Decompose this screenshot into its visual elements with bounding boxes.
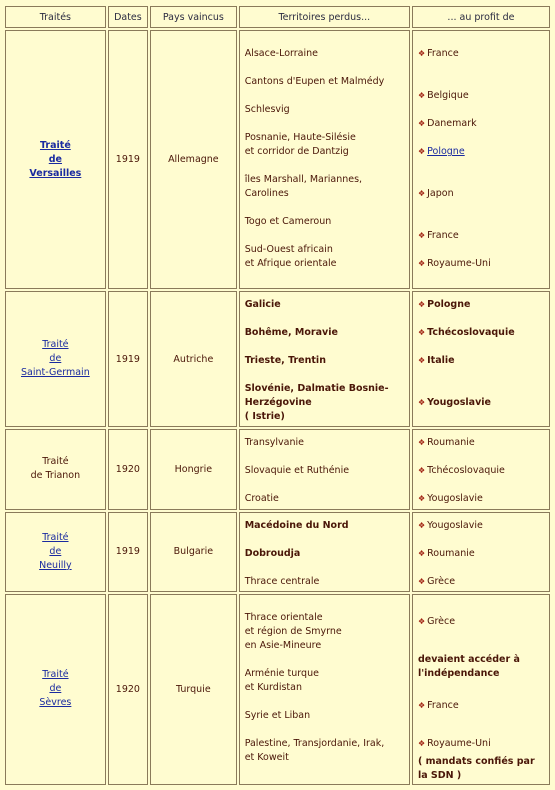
beneficiary-item: ❖ Tchécoslovaquie bbox=[417, 465, 505, 477]
beneficiary-item: ❖ Roumanie bbox=[417, 437, 475, 449]
treaty-cell bbox=[5, 594, 106, 785]
table-row bbox=[5, 30, 550, 289]
table-row bbox=[5, 512, 550, 592]
bullet-icon: ❖ bbox=[417, 49, 426, 58]
table-row bbox=[5, 429, 550, 509]
treaty-cell bbox=[5, 30, 106, 289]
beneficiary-item: ❖ Yougoslavie bbox=[417, 493, 483, 505]
treaty-cell bbox=[5, 429, 106, 509]
beneficiaries-cell bbox=[412, 594, 550, 785]
bullet-icon: ❖ bbox=[417, 147, 426, 156]
territory-item: îles Marshall, Mariannes, Carolines bbox=[244, 174, 363, 199]
beneficiary-item: ❖ Pologne bbox=[417, 299, 471, 311]
date-cell: 1920 bbox=[108, 429, 148, 509]
beneficiary-item: ❖ Yougoslavie bbox=[417, 397, 491, 409]
territories-cell bbox=[239, 30, 410, 289]
territory-item: Togo et Cameroun bbox=[244, 216, 332, 227]
date-cell: 1919 bbox=[108, 291, 148, 427]
treaty-name: Traité de Trianon bbox=[30, 456, 81, 482]
treaty-cell bbox=[5, 512, 106, 592]
beneficiary-item: ❖ France bbox=[417, 48, 459, 59]
territory-item: Croatie bbox=[244, 493, 279, 505]
territory-item: Thrace orientale et région de Smyrne en Asie-Mineure bbox=[244, 611, 342, 651]
date-cell: 1919 bbox=[108, 30, 148, 289]
beneficiaries-list bbox=[413, 292, 549, 425]
territories-cell bbox=[239, 429, 410, 509]
beneficiary-item: ❖ France bbox=[417, 699, 459, 711]
beneficiary-item: ❖ France bbox=[417, 230, 459, 241]
treaty-link[interactable]: Traité de Sèvres bbox=[39, 669, 72, 709]
territories-cell bbox=[239, 512, 410, 592]
beneficiaries-list bbox=[413, 595, 549, 783]
beneficiaries-list bbox=[413, 31, 549, 287]
bullet-icon: ❖ bbox=[417, 189, 426, 198]
territory-item: Dobroudja bbox=[244, 547, 301, 559]
beneficiaries-list bbox=[413, 430, 549, 508]
territory-item: Macédoine du Nord bbox=[244, 519, 349, 531]
territory-item: Thrace centrale bbox=[244, 575, 320, 587]
header-traites: Traités bbox=[5, 6, 106, 28]
bullet-icon: ❖ bbox=[417, 576, 426, 586]
beneficiary-item: ❖ Grèce bbox=[417, 575, 456, 587]
treaty-cell bbox=[5, 291, 106, 427]
beneficiary-item: ❖ Tchécoslovaquie bbox=[417, 327, 515, 339]
beneficiary-item: ❖ Yougoslavie bbox=[417, 519, 483, 531]
territories-list bbox=[240, 292, 409, 425]
bullet-icon: ❖ bbox=[417, 700, 426, 710]
country-cell: Turquie bbox=[150, 594, 237, 785]
beneficiary-item: ❖ Roumanie bbox=[417, 547, 475, 559]
territory-item: Bohême, Moravie bbox=[244, 327, 338, 339]
bullet-icon: ❖ bbox=[417, 438, 426, 448]
territory-item: Galicie bbox=[244, 299, 281, 311]
header-profit: ... au profit de bbox=[412, 6, 550, 28]
bullet-icon: ❖ bbox=[417, 520, 426, 530]
beneficiary-note: devaient accéder à l'indépendance bbox=[417, 653, 520, 679]
beneficiary-item: ❖ Danemark bbox=[417, 118, 477, 129]
territory-item: Sud-Ouest africain et Afrique orientale bbox=[244, 244, 337, 269]
territory-item: Palestine, Transjordanie, Irak, et Koweit bbox=[244, 737, 385, 763]
header-row bbox=[5, 6, 550, 28]
header-dates: Dates bbox=[108, 6, 148, 28]
country-cell: Hongrie bbox=[150, 429, 237, 509]
beneficiary-item: ❖ Grèce bbox=[417, 615, 456, 627]
territory-item: Cantons d'Eupen et Malmédy bbox=[244, 76, 385, 87]
bullet-icon: ❖ bbox=[417, 328, 426, 338]
bullet-icon: ❖ bbox=[417, 91, 426, 100]
country-cell: Bulgarie bbox=[150, 512, 237, 592]
header-territoires: Territoires perdus... bbox=[239, 6, 410, 28]
territories-list bbox=[240, 513, 409, 591]
territory-item: Slovénie, Dalmatie Bosnie- Herzégovine ( Istrie) bbox=[244, 383, 389, 423]
beneficiaries-cell bbox=[412, 291, 550, 427]
bullet-icon: ❖ bbox=[417, 738, 426, 748]
bullet-icon: ❖ bbox=[417, 231, 426, 240]
beneficiary-item[interactable] bbox=[418, 145, 546, 159]
territory-item: Trieste, Trentin bbox=[244, 355, 326, 367]
territory-item: Posnanie, Haute-Silésie et corridor de Dantzig bbox=[244, 132, 356, 157]
beneficiaries-list bbox=[413, 513, 549, 591]
territories-cell bbox=[239, 594, 410, 785]
territories-list bbox=[240, 31, 409, 287]
territory-item: Transylvanie bbox=[244, 437, 305, 449]
beneficiaries-cell bbox=[412, 30, 550, 289]
beneficiary-item: ❖ Italie bbox=[417, 355, 455, 367]
bullet-icon: ❖ bbox=[417, 466, 426, 476]
territories-list bbox=[240, 595, 409, 783]
beneficiary-item: ❖ Royaume-Uni bbox=[417, 737, 491, 749]
beneficiary-note: ( mandats confiés par la SDN ) bbox=[417, 755, 535, 781]
territory-item: Arménie turque et Kurdistan bbox=[244, 667, 319, 693]
territories-cell bbox=[239, 291, 410, 427]
treaty-link[interactable]: Traité de Versailles bbox=[29, 139, 82, 179]
beneficiary-item: ❖ Japon bbox=[417, 188, 454, 199]
bullet-icon: ❖ bbox=[417, 119, 426, 128]
country-cell: Allemagne bbox=[150, 30, 237, 289]
beneficiary-item: ❖ Royaume-Uni bbox=[417, 258, 491, 269]
territory-item: Schlesvig bbox=[244, 104, 290, 115]
beneficiary-link[interactable]: Pologne bbox=[427, 146, 465, 157]
date-cell: 1919 bbox=[108, 512, 148, 592]
bullet-icon: ❖ bbox=[417, 398, 426, 408]
date-cell: 1920 bbox=[108, 594, 148, 785]
beneficiary-item: ❖ Belgique bbox=[417, 90, 469, 101]
territory-item: Syrie et Liban bbox=[244, 709, 311, 721]
territory-item: Slovaquie et Ruthénie bbox=[244, 465, 350, 477]
bullet-icon: ❖ bbox=[417, 259, 426, 268]
bullet-icon: ❖ bbox=[417, 616, 426, 626]
bullet-icon: ❖ bbox=[417, 548, 426, 558]
table-row bbox=[5, 291, 550, 427]
treaty-link[interactable]: Traité de Saint-Germain bbox=[21, 339, 90, 379]
treaties-table bbox=[3, 4, 552, 787]
header-pays: Pays vaincus bbox=[150, 6, 237, 28]
bullet-icon: ❖ bbox=[417, 356, 426, 366]
treaty-link[interactable]: Traité de Neuilly bbox=[39, 531, 72, 571]
territory-item: Alsace-Lorraine bbox=[244, 48, 319, 59]
beneficiaries-cell bbox=[412, 512, 550, 592]
country-cell: Autriche bbox=[150, 291, 237, 427]
bullet-icon: ❖ bbox=[417, 300, 426, 310]
bullet-icon: ❖ bbox=[417, 494, 426, 504]
table-row bbox=[5, 594, 550, 785]
territories-list bbox=[240, 430, 409, 508]
beneficiaries-cell bbox=[412, 429, 550, 509]
